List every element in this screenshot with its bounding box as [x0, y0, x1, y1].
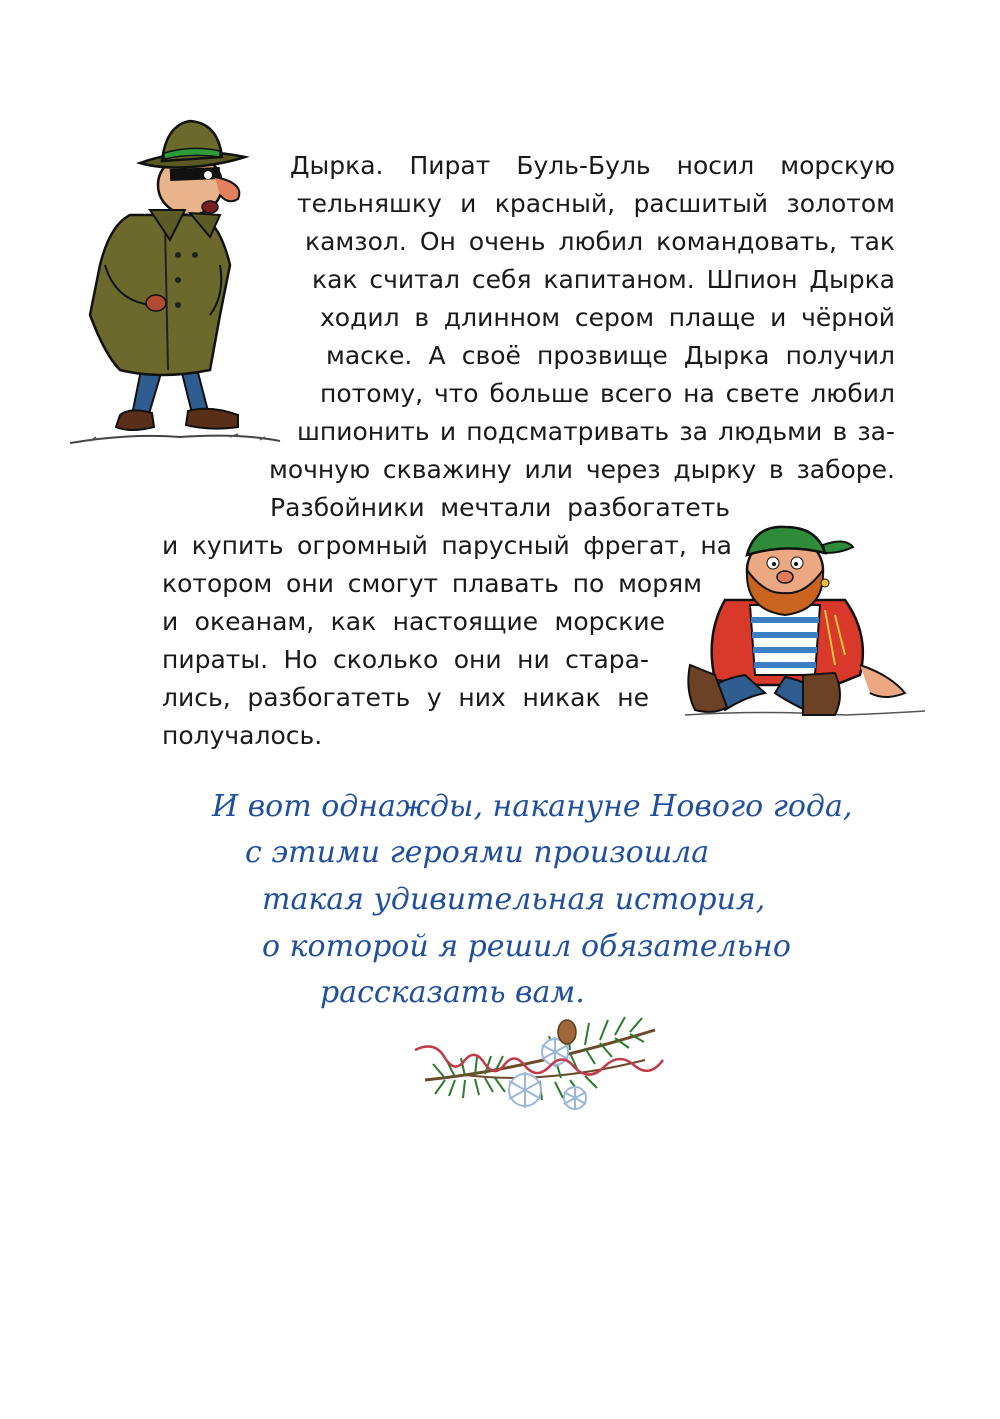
text-line: как считал себя капитаном. Шпион Дырка [312, 265, 895, 294]
text-line: мочную скважину или через дырку в заборе. [269, 455, 895, 484]
closing-line: о которой я решил обязательно [262, 929, 791, 964]
text-line: Дырка. Пират Буль-Буль носил морскую [290, 151, 895, 180]
text-line: Разбойники мечтали разбогатеть [270, 493, 730, 522]
pine-branch-illustration [405, 990, 675, 1130]
text-line: котором они смогут плавать по морям [162, 569, 702, 598]
text-line: пираты. Но сколько они ни стара- [162, 645, 649, 674]
closing-line: такая удивительная история, [262, 882, 766, 917]
text-line: потому, что больше всего на свете любил [320, 379, 895, 408]
text-line: получалось. [162, 721, 323, 750]
text-line: камзол. Он очень любил командовать, так [305, 227, 895, 256]
closing-line: рассказать вам. [320, 975, 585, 1010]
text-line: и купить огромный парусный фрегат, на [162, 531, 732, 560]
text-line: шпионить и подсматривать за людьми в за- [297, 417, 895, 446]
text-line: лись, разбогатеть у них никак не [162, 683, 649, 712]
closing-line: И вот однажды, накануне Нового года, [212, 789, 853, 824]
text-line: и океанам, как настоящие морские [162, 607, 665, 636]
text-line: тельняшку и красный, расшитый золотом [297, 189, 895, 218]
text-line: ходил в длинном сером плаще и чёрной [320, 303, 895, 332]
spy-illustration [70, 115, 285, 450]
pirate-illustration [685, 515, 930, 725]
closing-line: с этими героями произошла [245, 835, 710, 870]
text-line: маске. А своё прозвище Дырка получил [326, 341, 895, 370]
